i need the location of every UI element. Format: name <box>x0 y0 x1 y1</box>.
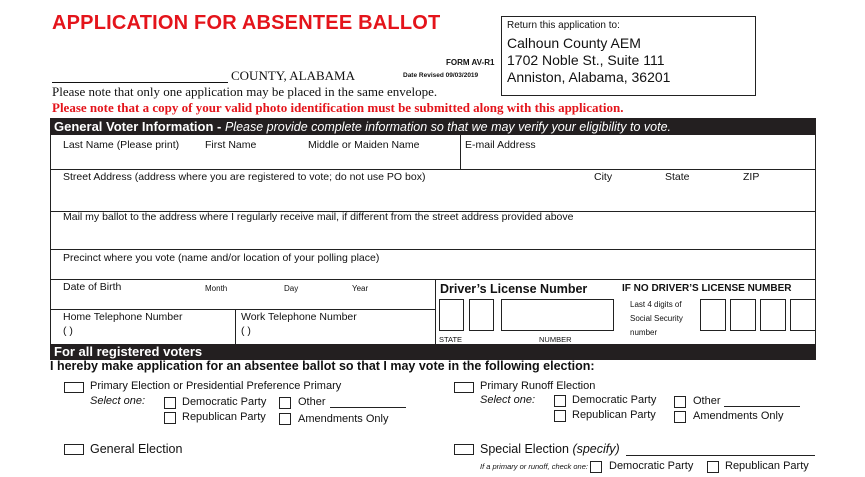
general-election-checkbox[interactable] <box>64 444 84 455</box>
if-primary-note: If a primary or runoff, check one: <box>480 462 588 471</box>
voter-info-heading-note: Please provide complete information so that we may verify your eligibility to vote. <box>224 120 671 134</box>
ssn-label-2: Social Security <box>630 314 683 323</box>
return-label: Return this application to: <box>507 20 620 31</box>
precinct-field[interactable]: Precinct where you vote (name and/or location of your polling place) <box>63 252 380 264</box>
dl-number-label: NUMBER <box>539 335 572 344</box>
dl-state-label: STATE <box>439 335 463 344</box>
email-field[interactable]: E-mail Address <box>465 139 536 151</box>
ssn-label-1: Last 4 digits of <box>630 300 682 309</box>
special-republican-checkbox[interactable] <box>707 461 719 473</box>
form-title: APPLICATION FOR ABSENTEE BALLOT <box>52 12 441 34</box>
runoff-election-label: Primary Runoff Election <box>480 380 596 392</box>
date-revised: Date Revised 09/03/2019 <box>403 72 479 79</box>
primary-democratic-checkbox[interactable] <box>164 397 176 409</box>
return-line-2: 1702 Noble St., Suite 111 <box>507 52 665 68</box>
dl-number-box[interactable] <box>501 299 614 331</box>
special-democratic-label: Democratic Party <box>609 460 694 472</box>
ssn-digit-4[interactable] <box>790 299 816 331</box>
runoff-select-one: Select one: <box>480 394 536 406</box>
voter-info-heading <box>50 118 816 135</box>
zip-field[interactable]: ZIP <box>743 171 760 183</box>
runoff-other-checkbox[interactable] <box>674 396 686 408</box>
runoff-other-label: Other <box>693 395 721 407</box>
primary-election-label: Primary Election or Presidential Preference Primary <box>90 380 342 392</box>
return-address-box <box>501 16 756 96</box>
work-phone-field[interactable]: ( ) <box>241 325 251 337</box>
primary-election-checkbox[interactable] <box>64 382 84 393</box>
ssn-label-3: number <box>630 328 658 337</box>
election-intro: I hereby make application for an absentee ballot so that I may vote in the following election: <box>50 359 595 373</box>
voter-info-heading-text: General Voter Information - <box>54 119 225 134</box>
primary-republican-checkbox[interactable] <box>164 412 176 424</box>
runoff-democratic-checkbox[interactable] <box>554 395 566 407</box>
work-phone-label: Work Telephone Number <box>241 311 357 323</box>
return-line-3: Anniston, Alabama, 36201 <box>507 69 671 85</box>
county-input[interactable] <box>52 82 228 83</box>
dob-label: Date of Birth <box>63 281 122 293</box>
last-name-field[interactable]: Last Name (Please print) <box>63 139 180 151</box>
dob-day-field[interactable]: Day <box>284 284 299 293</box>
primary-other-checkbox[interactable] <box>279 397 291 409</box>
runoff-other-input[interactable] <box>724 406 800 407</box>
home-phone-field[interactable]: ( ) <box>63 325 73 337</box>
ssn-digit-1[interactable] <box>700 299 726 331</box>
primary-amendments-checkbox[interactable] <box>279 413 291 425</box>
first-name-field[interactable]: First Name <box>205 139 257 151</box>
general-election-label: General Election <box>90 442 183 456</box>
primary-democratic-label: Democratic Party <box>182 396 267 408</box>
dl-state-box-2[interactable] <box>469 299 494 331</box>
state-field[interactable]: State <box>665 171 690 183</box>
dl-state-box-1[interactable] <box>439 299 464 331</box>
return-line-1: Calhoun County AEM <box>507 35 641 51</box>
special-election-text: Special Election <box>480 442 569 456</box>
runoff-republican-checkbox[interactable] <box>554 410 566 422</box>
dob-year-field[interactable]: Year <box>352 284 369 293</box>
home-phone-label: Home Telephone Number <box>63 311 183 323</box>
special-election-input[interactable] <box>626 455 815 456</box>
runoff-democratic-label: Democratic Party <box>572 394 657 406</box>
ssn-digit-2[interactable] <box>730 299 756 331</box>
runoff-amendments-label: Amendments Only <box>693 410 784 422</box>
dob-month-field[interactable]: Month <box>205 284 228 293</box>
street-address-field[interactable]: Street Address (address where you are registered to vote; do not use PO box) <box>63 171 426 183</box>
ssn-digit-3[interactable] <box>760 299 786 331</box>
special-democratic-checkbox[interactable] <box>590 461 602 473</box>
drivers-license-label: Driver’s License Number <box>440 282 588 296</box>
special-election-label <box>480 442 620 456</box>
runoff-election-checkbox[interactable] <box>454 382 474 393</box>
runoff-republican-label: Republican Party <box>572 409 656 421</box>
special-republican-label: Republican Party <box>725 460 809 472</box>
form-id: FORM AV-R1 <box>446 58 495 67</box>
mailing-address-field[interactable]: Mail my ballot to the address where I regularly receive mail, if different from the street address provided above <box>63 211 574 223</box>
primary-amendments-label: Amendments Only <box>298 413 389 425</box>
envelope-note: Please note that only one application may be placed in the same envelope. <box>52 84 438 99</box>
primary-other-input[interactable] <box>330 407 406 408</box>
primary-select-one: Select one: <box>90 395 146 407</box>
county-label: COUNTY, ALABAMA <box>231 68 355 83</box>
city-field[interactable]: City <box>594 171 613 183</box>
special-election-checkbox[interactable] <box>454 444 474 455</box>
primary-republican-label: Republican Party <box>182 411 266 423</box>
special-specify: (specify) <box>572 442 620 456</box>
runoff-amendments-checkbox[interactable] <box>674 411 686 423</box>
primary-other-label: Other <box>298 396 326 408</box>
middle-name-field[interactable]: Middle or Maiden Name <box>308 139 420 151</box>
photo-id-note: Please note that a copy of your valid photo identification must be submitted along with this application. <box>52 100 624 115</box>
no-dl-label: IF NO DRIVER’S LICENSE NUMBER <box>622 283 792 294</box>
registered-voters-heading: For all registered voters <box>50 344 816 360</box>
